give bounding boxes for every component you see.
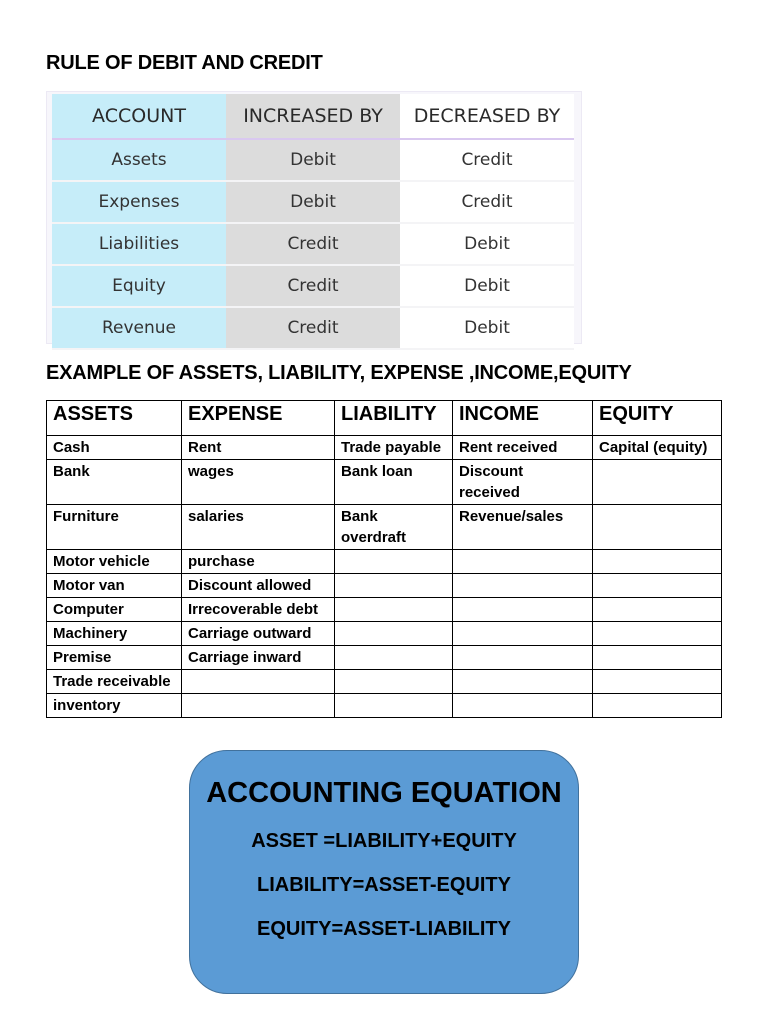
table-row xyxy=(47,436,722,460)
table-cell: Bank overdraft xyxy=(335,505,453,550)
rule-cell-decrease: Debit xyxy=(400,265,574,307)
table-row xyxy=(47,646,722,670)
table-cell xyxy=(335,646,453,670)
table-cell xyxy=(182,670,335,694)
rule-row xyxy=(52,139,574,181)
table-cell: purchase xyxy=(182,550,335,574)
table-cell: Motor van xyxy=(47,574,182,598)
accounting-equation-box xyxy=(189,750,579,994)
rule-row xyxy=(52,181,574,223)
rule-table-header-row xyxy=(52,94,574,139)
table-cell xyxy=(593,550,722,574)
table-cell xyxy=(593,694,722,718)
rule-cell-account: Liabilities xyxy=(52,223,226,265)
table-cell xyxy=(182,694,335,718)
rule-cell-account: Expenses xyxy=(52,181,226,223)
table-cell: Discount received xyxy=(453,460,593,505)
table-row xyxy=(47,670,722,694)
table-cell xyxy=(453,694,593,718)
table-cell: Trade receivable xyxy=(47,670,182,694)
table-row xyxy=(47,550,722,574)
rule-cell-decrease: Debit xyxy=(400,307,574,349)
rule-cell-increase: Debit xyxy=(226,181,400,223)
rule-heading: RULE OF DEBIT AND CREDIT xyxy=(46,52,323,74)
rule-row xyxy=(52,307,574,349)
table-cell xyxy=(453,550,593,574)
table-cell xyxy=(593,460,722,505)
rule-cell-increase: Credit xyxy=(226,265,400,307)
table-cell xyxy=(593,622,722,646)
table-cell xyxy=(453,574,593,598)
table-row xyxy=(47,598,722,622)
table-cell xyxy=(335,694,453,718)
table-cell: Capital (equity) xyxy=(593,436,722,460)
table-cell: Computer xyxy=(47,598,182,622)
table-cell xyxy=(593,505,722,550)
rule-cell-decrease: Credit xyxy=(400,139,574,181)
equation-line: EQUITY=ASSET-LIABILITY xyxy=(257,918,511,940)
table-cell xyxy=(593,646,722,670)
rule-cell-increase: Credit xyxy=(226,223,400,265)
table-row xyxy=(47,505,722,550)
examples-header-equity: EQUITY xyxy=(593,401,722,436)
rule-cell-increase: Credit xyxy=(226,307,400,349)
table-cell: Trade payable xyxy=(335,436,453,460)
examples-heading: EXAMPLE OF ASSETS, LIABILITY, EXPENSE ,INCOME,EQUITY xyxy=(46,362,632,384)
table-cell: wages xyxy=(182,460,335,505)
table-cell xyxy=(335,550,453,574)
rule-table xyxy=(52,94,574,350)
table-row xyxy=(47,460,722,505)
table-cell: Rent received xyxy=(453,436,593,460)
equation-line: ASSET =LIABILITY+EQUITY xyxy=(251,830,517,852)
table-cell xyxy=(453,622,593,646)
rule-cell-account: Revenue xyxy=(52,307,226,349)
table-cell: Cash xyxy=(47,436,182,460)
table-cell: Machinery xyxy=(47,622,182,646)
rule-cell-account: Equity xyxy=(52,265,226,307)
table-cell xyxy=(453,670,593,694)
examples-header-income: INCOME xyxy=(453,401,593,436)
table-cell xyxy=(335,598,453,622)
table-cell: Discount allowed xyxy=(182,574,335,598)
table-cell: Carriage outward xyxy=(182,622,335,646)
table-cell: Rent xyxy=(182,436,335,460)
equation-title: ACCOUNTING EQUATION xyxy=(206,777,562,809)
table-cell: Revenue/sales xyxy=(453,505,593,550)
table-cell xyxy=(335,622,453,646)
table-cell xyxy=(453,598,593,622)
rule-cell-decrease: Credit xyxy=(400,181,574,223)
rule-of-debit-credit-figure xyxy=(46,91,582,344)
table-cell xyxy=(335,574,453,598)
examples-table xyxy=(46,400,722,718)
table-row xyxy=(47,694,722,718)
rule-header-increased-by: INCREASED BY xyxy=(226,94,400,139)
examples-header-assets: ASSETS xyxy=(47,401,182,436)
examples-header-liability: LIABILITY xyxy=(335,401,453,436)
equation-line: LIABILITY=ASSET-EQUITY xyxy=(257,874,511,896)
table-cell xyxy=(335,670,453,694)
table-row xyxy=(47,622,722,646)
rule-cell-decrease: Debit xyxy=(400,223,574,265)
table-cell xyxy=(593,670,722,694)
table-cell: Premise xyxy=(47,646,182,670)
rule-row xyxy=(52,265,574,307)
table-cell: Bank loan xyxy=(335,460,453,505)
table-cell: Motor vehicle xyxy=(47,550,182,574)
table-cell: Irrecoverable debt xyxy=(182,598,335,622)
table-cell: Bank xyxy=(47,460,182,505)
examples-header-expense: EXPENSE xyxy=(182,401,335,436)
table-cell xyxy=(593,598,722,622)
table-cell: Carriage inward xyxy=(182,646,335,670)
rule-row xyxy=(52,223,574,265)
rule-header-decreased-by: DECREASED BY xyxy=(400,94,574,139)
examples-header-row xyxy=(47,401,722,436)
table-cell: inventory xyxy=(47,694,182,718)
rule-cell-increase: Debit xyxy=(226,139,400,181)
table-cell: salaries xyxy=(182,505,335,550)
rule-header-account: ACCOUNT xyxy=(52,94,226,139)
table-cell xyxy=(593,574,722,598)
rule-cell-account: Assets xyxy=(52,139,226,181)
table-row xyxy=(47,574,722,598)
table-cell xyxy=(453,646,593,670)
table-cell: Furniture xyxy=(47,505,182,550)
